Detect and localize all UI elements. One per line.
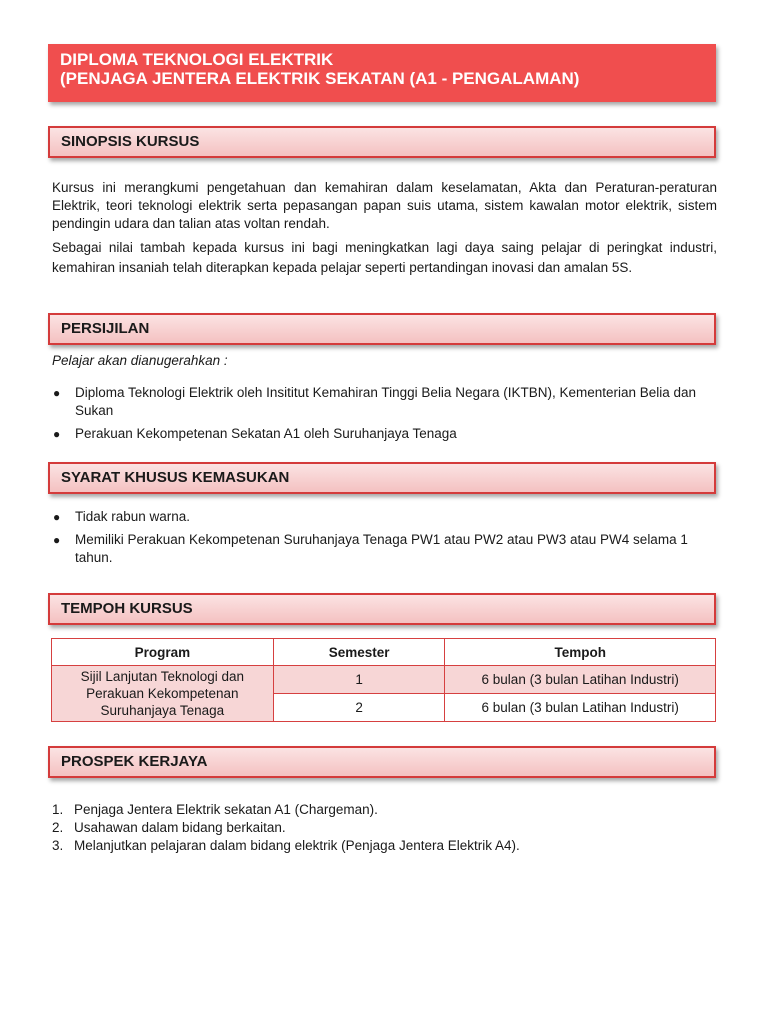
- list-item-text: Tidak rabun warna.: [75, 509, 191, 524]
- section-heading-sinopsis: SINOPSIS KURSUS: [48, 126, 716, 158]
- persijilan-intro: Pelajar akan dianugerahkan :: [52, 353, 228, 368]
- tempoh-table: [51, 638, 716, 722]
- list-item: [52, 837, 702, 855]
- column-header-program: Program: [52, 639, 274, 666]
- list-item-text: Penjaga Jentera Elektrik sekatan A1 (Chargeman).: [74, 802, 378, 817]
- list-item: [52, 508, 702, 526]
- list-item: [52, 531, 702, 567]
- sinopsis-paragraph-1: Kursus ini merangkumi pengetahuan dan kemahiran dalam keselamatan, Akta dan Peraturan-peraturan Elektrik, teori teknologi elektrik serta pepasangan papan suis utama, sistem kawalan motor elektrik, sistem pendingin udara dan talian atas voltan rendah.: [52, 180, 717, 231]
- list-item-text: Melanjutkan pelajaran dalam bidang elektrik (Penjaga Jentera Elektrik A4).: [74, 838, 520, 853]
- section-heading-tempoh: TEMPOH KURSUS: [48, 593, 716, 625]
- section-heading-persijilan: PERSIJILAN: [48, 313, 716, 345]
- page-title: [48, 44, 716, 102]
- list-item-text: Memiliki Perakuan Kekompetenan Suruhanjaya Tenaga PW1 atau PW2 atau PW3 atau PW4 selama 1 tahun.: [75, 532, 688, 565]
- column-header-tempoh: Tempoh: [445, 639, 716, 666]
- section-heading-prospek: PROSPEK KERJAYA: [48, 746, 716, 778]
- bullet-icon: ●: [53, 427, 61, 441]
- list-item: [52, 384, 702, 420]
- semester-cell: 1: [273, 666, 445, 694]
- persijilan-list: [52, 384, 702, 448]
- bullet-icon: ●: [53, 510, 61, 524]
- list-item: [52, 819, 702, 837]
- column-header-semester: Semester: [273, 639, 445, 666]
- title-line-2: (PENJAGA JENTERA ELEKTRIK SEKATAN (A1 - PENGALAMAN): [60, 69, 580, 88]
- syarat-list: [52, 508, 702, 572]
- list-number: 3.: [52, 838, 64, 853]
- table-row: [52, 666, 716, 694]
- tempoh-cell: 6 bulan (3 bulan Latihan Industri): [445, 694, 716, 722]
- list-item-text: Diploma Teknologi Elektrik oleh Insititut Kemahiran Tinggi Belia Negara (IKTBN), Kementerian Belia dan Sukan: [75, 385, 697, 418]
- table-header-row: [52, 639, 716, 666]
- list-item-text: Perakuan Kekompetenan Sekatan A1 oleh Suruhanjaya Tenaga: [75, 426, 457, 441]
- list-number: 2.: [52, 820, 64, 835]
- section-heading-syarat: SYARAT KHUSUS KEMASUKAN: [48, 462, 716, 494]
- prospek-list: [52, 801, 702, 855]
- list-item: [52, 425, 702, 443]
- semester-cell: 2: [273, 694, 445, 722]
- program-cell: Sijil Lanjutan Teknologi dan Perakuan Kekompetenan Suruhanjaya Tenaga: [52, 666, 274, 722]
- tempoh-cell: 6 bulan (3 bulan Latihan Industri): [445, 666, 716, 694]
- sinopsis-paragraph-2: Sebagai nilai tambah kepada kursus ini bagi meningkatkan lagi daya saing pelajar di peringkat industri, kemahiran insaniah telah diterapkan kepada pelajar seperti pertandingan inovasi dan amalan 5S.: [52, 240, 717, 275]
- bullet-icon: ●: [53, 386, 61, 400]
- list-item: [52, 801, 702, 819]
- bullet-icon: ●: [53, 533, 61, 547]
- list-item-text: Usahawan dalam bidang berkaitan.: [74, 820, 286, 835]
- list-number: 1.: [52, 802, 64, 817]
- title-line-1: DIPLOMA TEKNOLOGI ELEKTRIK: [60, 50, 334, 69]
